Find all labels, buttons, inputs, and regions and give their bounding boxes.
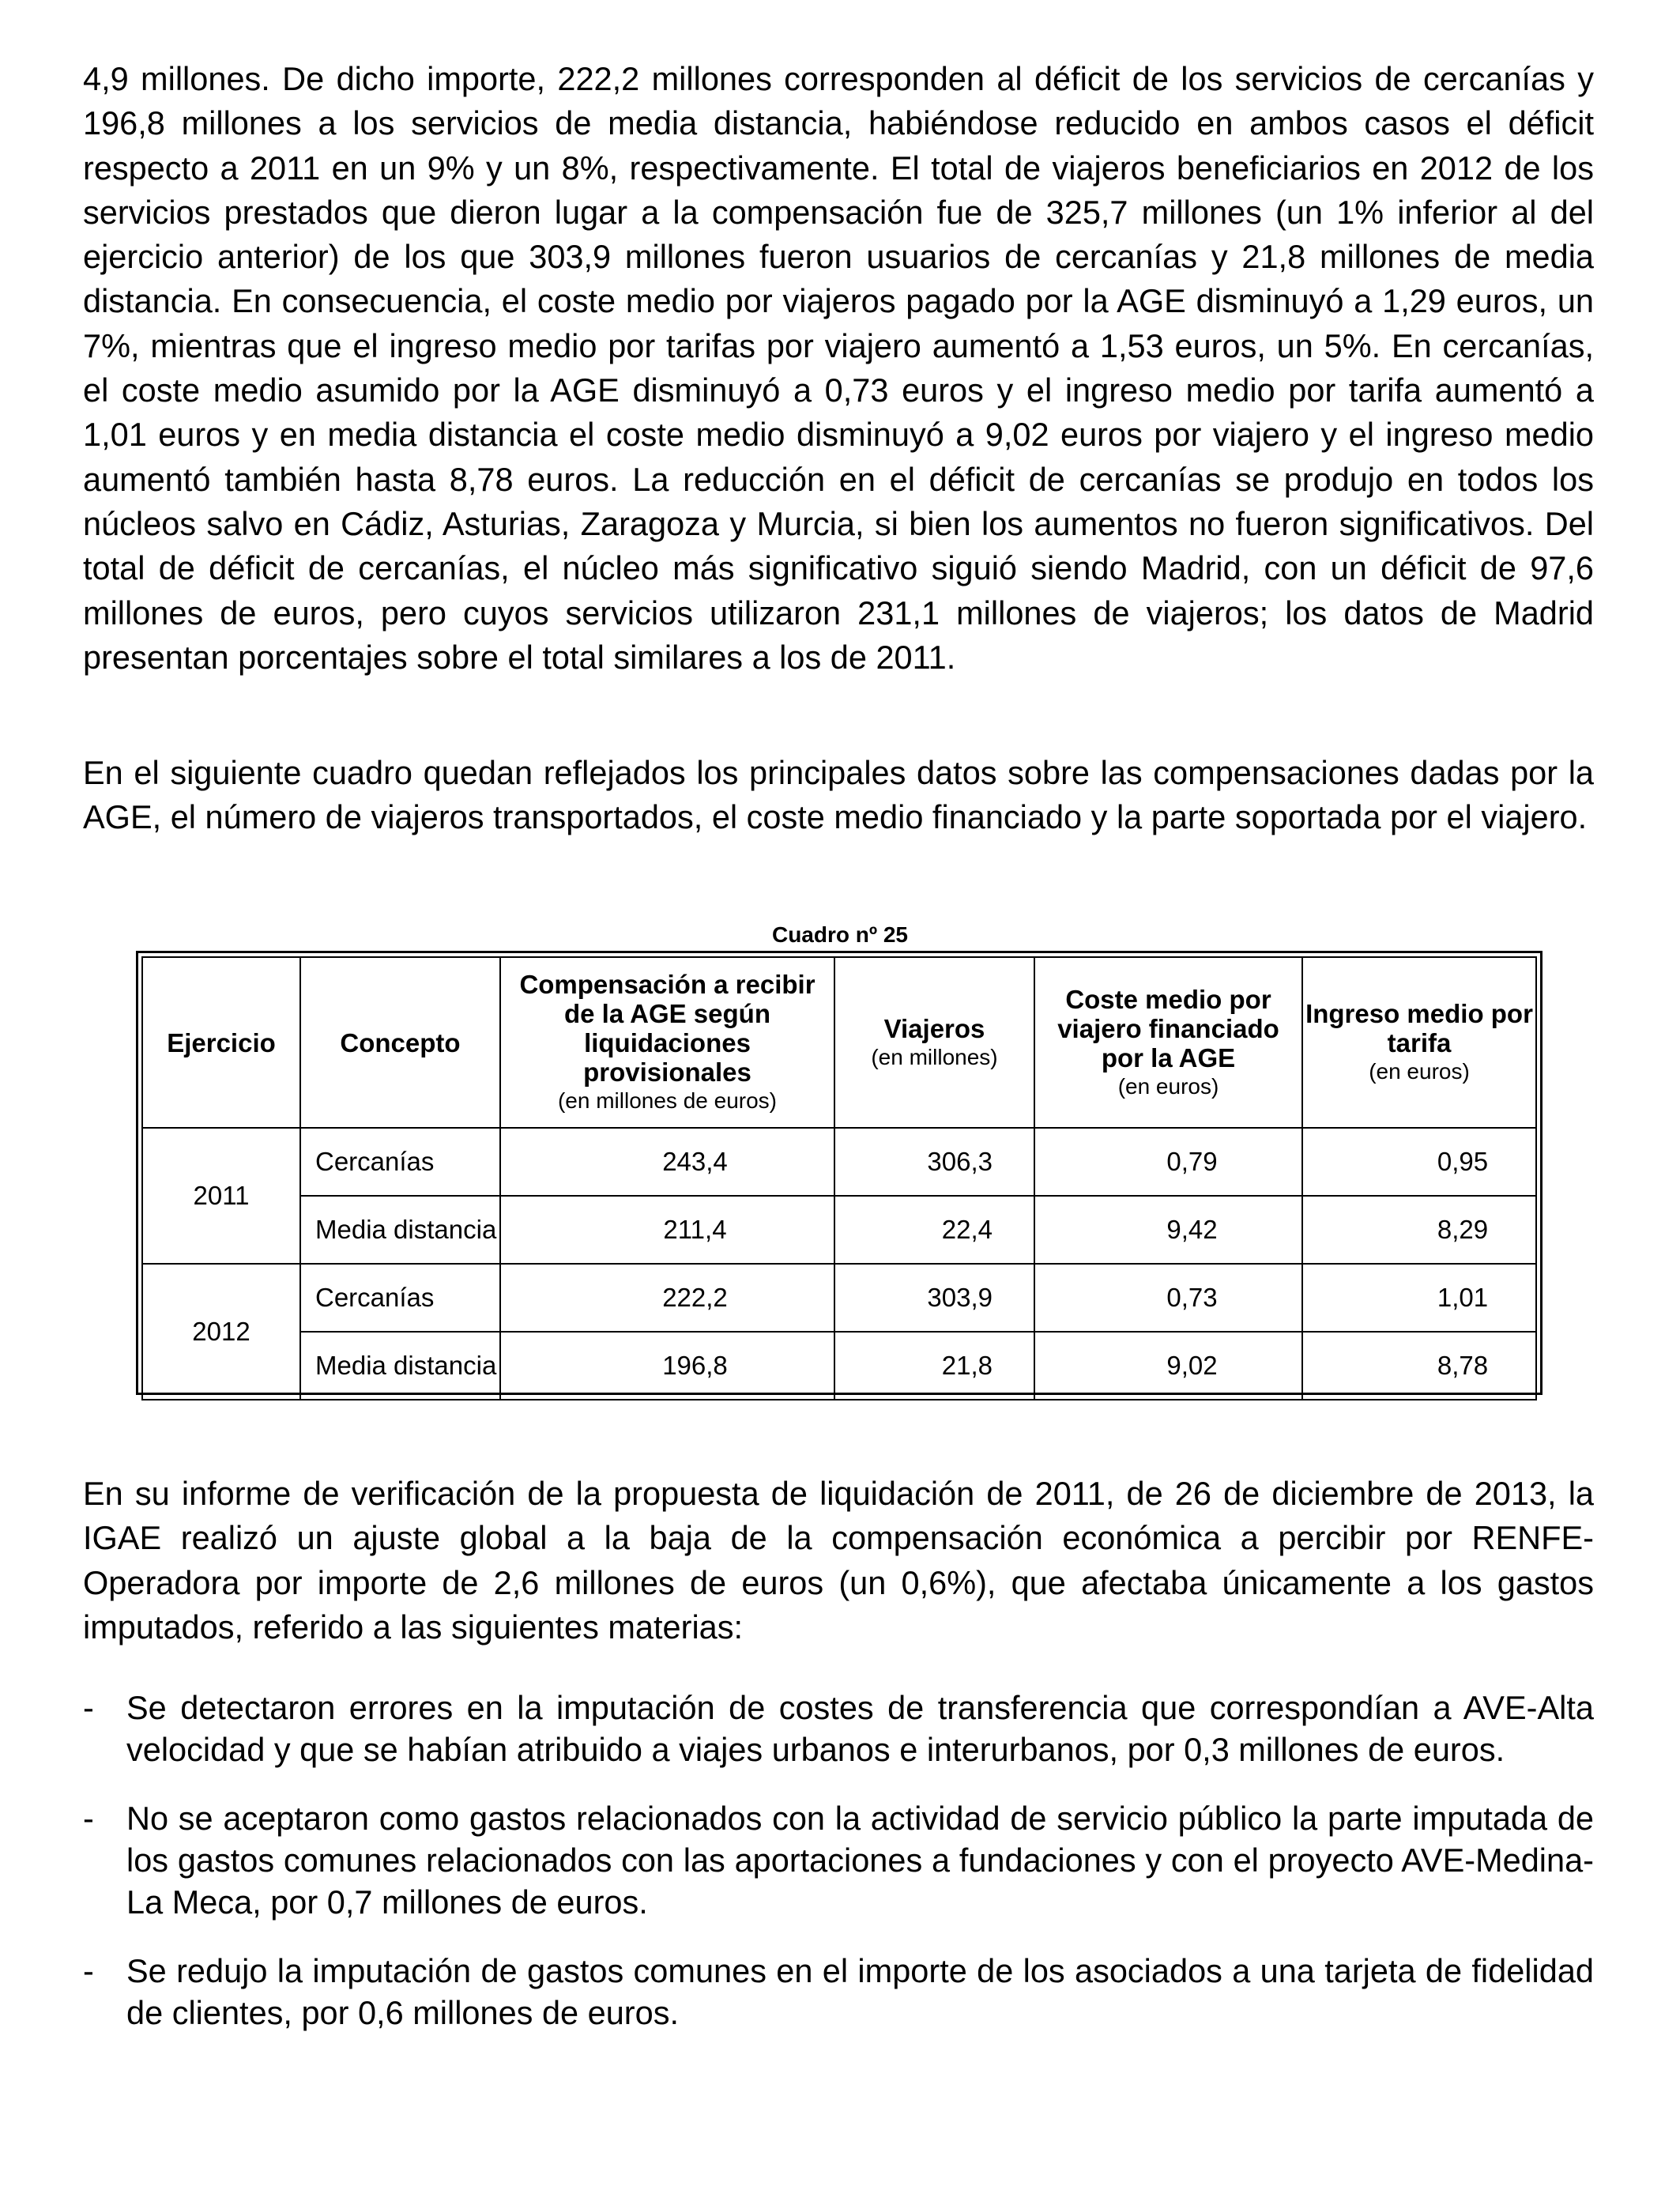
cell-viajeros: 21,8: [834, 1332, 1034, 1400]
header-viajeros-unit: (en millones): [871, 1044, 998, 1069]
cell-ingreso: 8,29: [1302, 1196, 1536, 1264]
table-row: [142, 1332, 1536, 1400]
table-row: [142, 1264, 1536, 1332]
header-ejercicio: Ejercicio: [142, 957, 300, 1128]
header-coste: [1034, 957, 1302, 1128]
header-viajeros-label: Viajeros: [883, 1013, 985, 1043]
header-compensacion-unit: (en millones de euros): [557, 1088, 778, 1113]
header-viajeros: [834, 957, 1034, 1128]
cell-compensacion: 222,2: [500, 1264, 834, 1332]
list-item-text: Se redujo la imputación de gastos comunes en el importe de los asociados a una tarjeta de fidelidad de clientes, por 0,6 millones de euros.: [126, 1952, 1594, 2031]
header-ingreso-label: Ingreso medio por tarifa: [1305, 999, 1533, 1057]
cell-concepto: Media distancia: [300, 1332, 500, 1400]
cell-ingreso: 1,01: [1302, 1264, 1536, 1332]
header-ingreso: [1302, 957, 1536, 1128]
header-coste-unit: (en euros): [1117, 1073, 1219, 1099]
cell-viajeros: 303,9: [834, 1264, 1034, 1332]
paragraph-deficit-summary: 4,9 millones. De dicho importe, 222,2 millones corresponden al déficit de los servicios de cercanías y 196,8 millones a los servicios de media distancia, habiéndose reducido en ambos casos el déficit respecto a 2011 en un 9% y un 8%, respectivamente. El total de viajeros beneficiarios en 2012 de los servicios prestados que dieron lugar a la compensación fue de 325,7 millones (un 1% inferior al del ejercicio anterior) de los que 303,9 millones fueron usuarios de cercanías y 21,8 millones de media distancia. En consecuencia, el coste medio por viajeros pagado por la AGE disminuyó a 1,29 euros, un 7%, mientras que el ingreso medio por tarifas por viajero aumentó a 1,53 euros, un 5%. En cercanías, el coste medio asumido por la AGE disminuyó a 0,73 euros y el ingreso medio por tarifa aumentó a 1,01 euros y en media distancia el coste medio disminuyó a 9,02 euros por viajero y el ingreso medio aumentó también hasta 8,78 euros. La reducción en el déficit de cercanías se produjo en todos los núcleos salvo en Cádiz, Asturias, Zaragoza y Murcia, si bien los aumentos no fueron significativos. Del total de déficit de cercanías, el núcleo más significativo siguió siendo Madrid, con un déficit de 97,6 millones de euros, pero cuyos servicios utilizaron 231,1 millones de viajeros; los datos de Madrid presentan porcentajes sobre el total similares a los de 2011.: [83, 60, 1594, 676]
list-item-text: No se aceptaron como gastos relacionados con la actividad de servicio público la parte imputada de los gastos comunes relacionados con las aportaciones a fundaciones y con el proyecto AVE-Medina-La Meca, por 0,7 millones de euros.: [126, 1800, 1594, 1921]
cell-viajeros: 22,4: [834, 1196, 1034, 1264]
header-compensacion: [500, 957, 834, 1128]
cell-concepto: Cercanías: [300, 1128, 500, 1196]
header-concepto: Concepto: [300, 957, 500, 1128]
compensation-table: [141, 956, 1537, 1400]
table-header-row: [142, 957, 1536, 1128]
cell-compensacion: 196,8: [500, 1332, 834, 1400]
header-compensacion-label: Compensación a recibir de la AGE según liquidaciones provisionales: [519, 970, 816, 1087]
list-dash: -: [83, 1800, 94, 1837]
cell-ingreso: 8,78: [1302, 1332, 1536, 1400]
list-item: [83, 1950, 1594, 2034]
list-item: [83, 1797, 1594, 1923]
cell-coste: 9,02: [1034, 1332, 1302, 1400]
cell-coste: 9,42: [1034, 1196, 1302, 1264]
table-row: [142, 1196, 1536, 1264]
list-item: [83, 1687, 1594, 1770]
header-ingreso-unit: (en euros): [1369, 1059, 1470, 1084]
table-caption: Cuadro nº 25: [771, 922, 909, 947]
table-frame: [136, 951, 1543, 1395]
paragraph-igae-report: En su informe de verificación de la propuesta de liquidación de 2011, de 26 de diciembre de 2013, la IGAE realizó un ajuste global a la baja de la compensación económica a percibir por RENFE-Operadora por importe de 2,6 millones de euros (un 0,6%), que afectaba únicamente a los gastos imputados, referido a las siguientes materias:: [83, 1475, 1594, 1646]
cell-viajeros: 306,3: [834, 1128, 1034, 1196]
cell-coste: 0,73: [1034, 1264, 1302, 1332]
list-item-text: Se detectaron errores en la imputación de costes de transferencia que correspondían a AVE-Alta velocidad y que se habían atribuido a viajes urbanos e interurbanos, por 0,3 millones de euros.: [126, 1689, 1594, 1768]
cell-year: 2012: [142, 1264, 300, 1400]
header-coste-label: Coste medio por viajero financiado por la AGE: [1057, 984, 1279, 1072]
cell-year: 2011: [142, 1128, 300, 1264]
list-dash: -: [83, 1952, 94, 1989]
cell-coste: 0,79: [1034, 1128, 1302, 1196]
cell-ingreso: 0,95: [1302, 1128, 1536, 1196]
cell-compensacion: 211,4: [500, 1196, 834, 1264]
paragraph-table-intro: En el siguiente cuadro quedan reflejados los principales datos sobre las compensaciones dadas por la AGE, el número de viajeros transportados, el coste medio financiado y la parte soportada por el viajero.: [83, 754, 1594, 836]
cell-compensacion: 243,4: [500, 1128, 834, 1196]
cell-concepto: Media distancia: [300, 1196, 500, 1264]
list-dash: -: [83, 1689, 94, 1726]
adjustment-list: [83, 1687, 1594, 2060]
table-row: [142, 1128, 1536, 1196]
cell-concepto: Cercanías: [300, 1264, 500, 1332]
